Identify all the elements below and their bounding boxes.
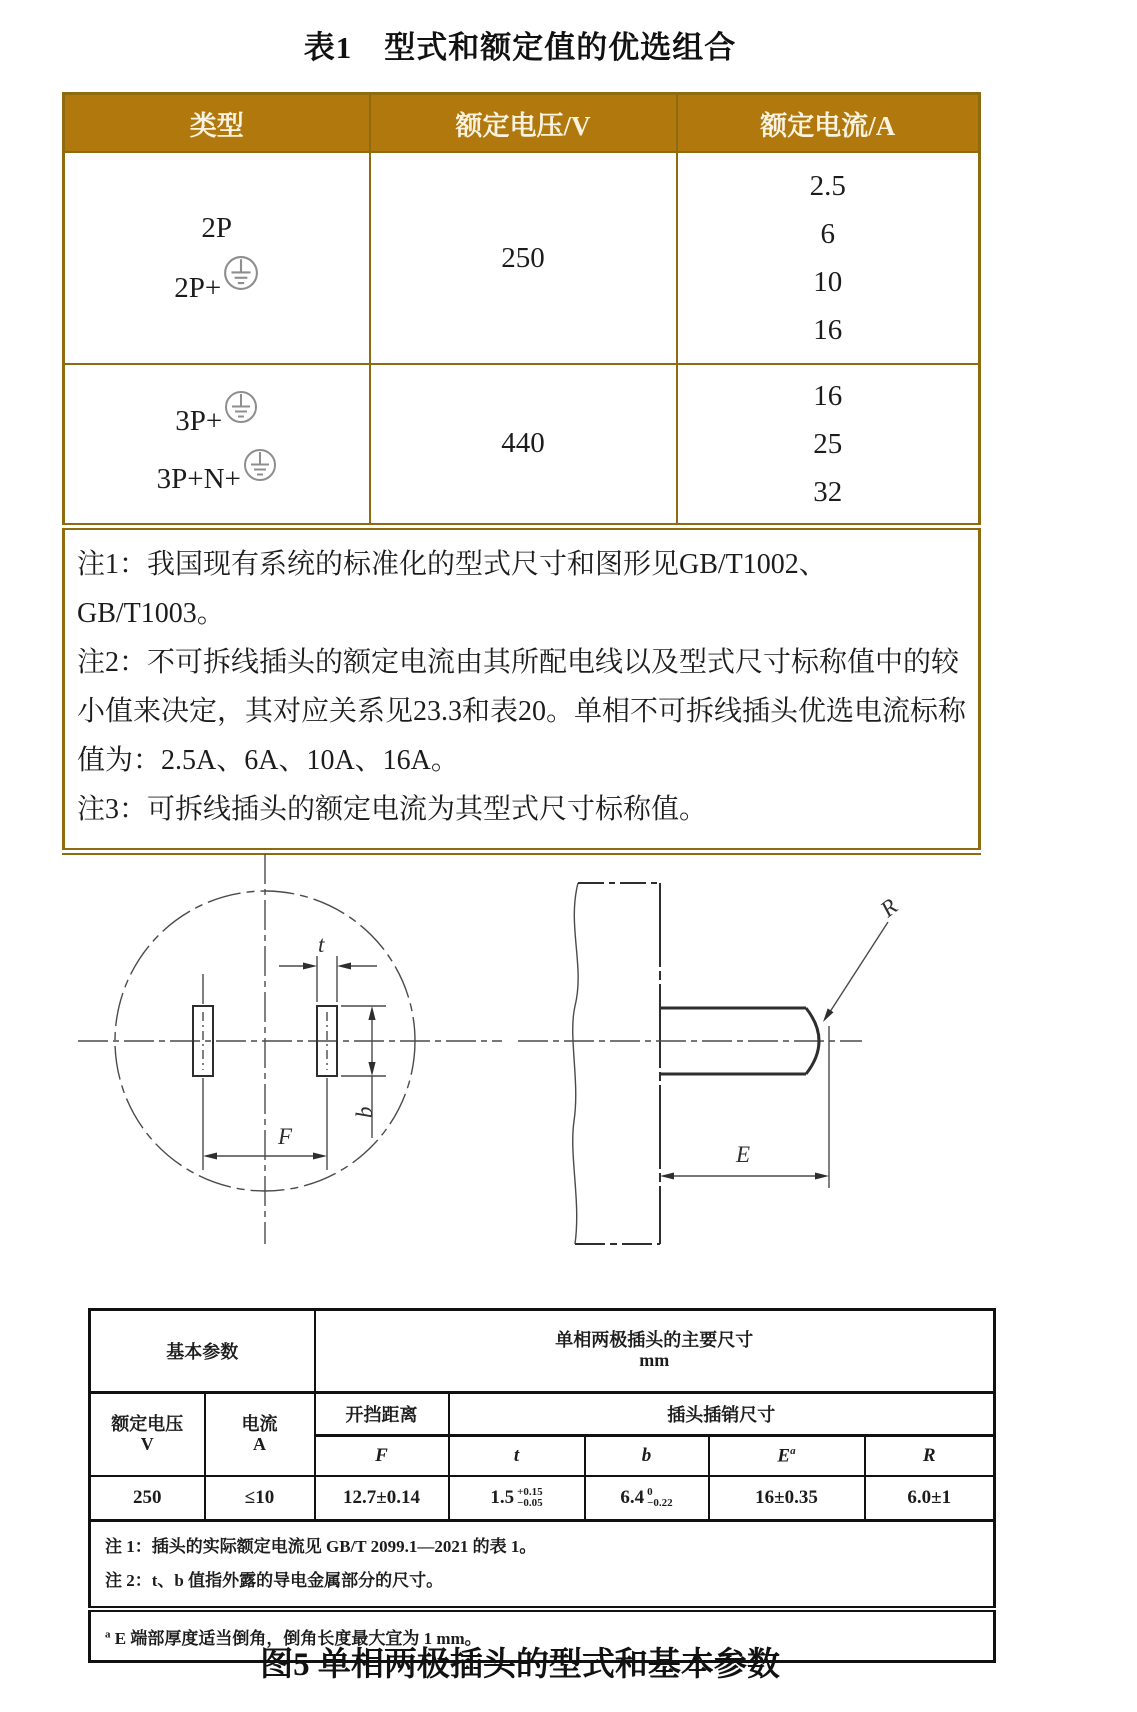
current-value: 25 — [813, 427, 843, 460]
dim-header-R: R — [865, 1436, 995, 1477]
table1-notes — [64, 526, 980, 851]
type-cell-3p — [64, 364, 370, 526]
dim-header-b: b — [585, 1436, 709, 1477]
dim-header-E: $E^a$ — [709, 1436, 865, 1477]
type-2p: 2P — [201, 211, 233, 244]
current-value: 10 — [813, 266, 843, 298]
table1-row-2p — [64, 152, 980, 364]
dim-header-t: t — [449, 1436, 585, 1477]
main-dimensions-unit: mm — [639, 1350, 670, 1370]
type-3p-n-earth: 3P+N+ — [65, 448, 369, 497]
table1-header-type: 类型 — [64, 94, 370, 153]
value-voltage: 250 — [90, 1476, 205, 1521]
figure5-caption: 图5 单相两极插头的型式和基本参数 — [260, 1647, 780, 1683]
voltage-cell-250: 250 — [370, 152, 677, 364]
type-2p-earth: 2P+ — [65, 255, 369, 306]
value-b: 6.4 0 −0.22 — [585, 1476, 709, 1521]
footnote-text: E 端部厚度适当倒角，倒角长度最大宜为 1 mm。 — [114, 1628, 482, 1648]
dim-label-t: t — [318, 932, 325, 957]
table2-parameters — [88, 1308, 996, 1663]
table2-subheader-row — [90, 1393, 995, 1436]
dim-label-E: E — [736, 1142, 751, 1167]
current-value: 16 — [813, 379, 843, 412]
current-value: 2.5 — [809, 170, 846, 202]
col-header-current: 电流 A — [205, 1393, 315, 1477]
table2-group-header-row — [90, 1310, 995, 1393]
body-break-edge — [573, 883, 578, 1244]
current-cell-440 — [677, 364, 980, 526]
dim-label-F: F — [278, 1124, 293, 1149]
dim-label-b: b — [352, 1106, 377, 1118]
note-3: 注3：可拆线插头的额定电流为其型式尺寸标称值。 — [77, 793, 708, 825]
table1-header-current: 额定电流/A — [677, 94, 980, 153]
table1-row-3p — [64, 364, 980, 526]
current-value: 16 — [813, 314, 843, 346]
group-basic-params: 基本参数 — [90, 1310, 315, 1393]
earth-ground-icon — [224, 390, 258, 424]
main-dimensions-title: 单相两极插头的主要尺寸 — [555, 1330, 754, 1351]
table2-notes — [90, 1521, 995, 1610]
col-header-gap-distance: 开挡距离 — [315, 1393, 449, 1436]
earth-ground-icon — [223, 255, 259, 291]
voltage-cell-440: 440 — [370, 364, 677, 526]
value-current: ≤10 — [205, 1476, 315, 1521]
table2-note-2: 注 2：t、b 值指外露的导电金属部分的尺寸。 — [105, 1571, 444, 1590]
note-2: 注2：不可拆线插头的额定电流由其所配电线以及型式尺寸标称值中的较小值来决定，其对应关系见23.3和表20。单相不可拆线插头优选电流标称值为：2.5A、6A、10A、16A。 — [77, 646, 967, 776]
type-cell-2p — [64, 152, 370, 364]
value-R: 6.0±1 — [865, 1476, 995, 1521]
table2-data-row — [90, 1476, 995, 1521]
e-footnote-marker: a — [790, 1444, 796, 1457]
col-header-voltage: 额定电压 V — [90, 1393, 205, 1477]
group-main-dimensions — [315, 1310, 995, 1393]
current-value: 6 — [820, 218, 835, 250]
footnote-marker: a — [105, 1627, 111, 1640]
value-F: 12.7±0.14 — [315, 1476, 449, 1521]
earth-ground-icon — [243, 448, 277, 482]
table1-title: 表1 型式和额定值的优选组合 — [303, 30, 737, 65]
table1-notes-row — [64, 526, 980, 851]
dim-header-F: F — [315, 1436, 449, 1477]
plug-technical-drawing — [50, 826, 1090, 1296]
col-header-pin-dimensions: 插头插销尺寸 — [449, 1393, 995, 1436]
table2-note-1: 注 1：插头的实际额定电流见 GB/T 2099.1—2021 的表 1。 — [105, 1537, 537, 1556]
value-E: 16±0.35 — [709, 1476, 865, 1521]
plug-drawing-svg — [50, 826, 1090, 1296]
current-cell-250 — [677, 152, 980, 364]
value-t: 1.5 +0.15 −0.05 — [449, 1476, 585, 1521]
table1-ratings — [62, 92, 981, 855]
note-1: 注1：我国现有系统的标准化的型式尺寸和图形见GB/T1002、GB/T1003。 — [77, 548, 827, 629]
table1-header-voltage: 额定电压/V — [370, 94, 677, 153]
table2-notes-row — [90, 1521, 995, 1610]
type-3p-earth: 3P+ — [65, 390, 369, 439]
table1-header-row — [64, 94, 980, 153]
dim-label-R: R — [875, 893, 903, 922]
current-value: 32 — [813, 475, 843, 508]
